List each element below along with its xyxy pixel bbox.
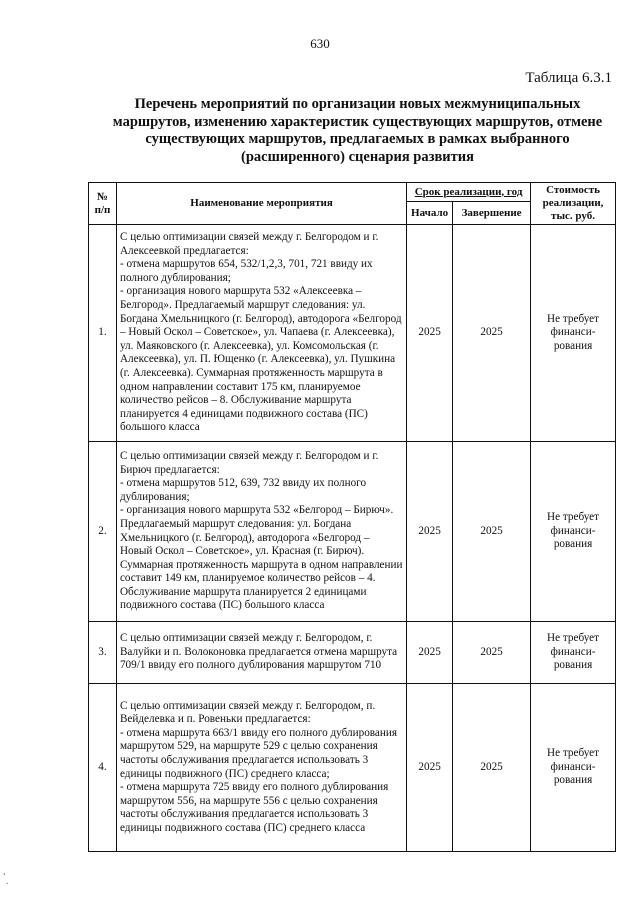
row-num: 2. [89, 442, 117, 622]
row-num: 3. [89, 622, 117, 684]
row-description: С целью оптимизации связей между г. Белгородом, г. Валуйки и п. Волоконовка предлагается отмена маршрута 709/1 ввиду его полного дублирования маршрутом 710 [116, 622, 406, 684]
measures-table [88, 182, 616, 852]
row-start-year: 2025 [407, 684, 453, 852]
header-cost: Стоимость реализации, тыс. руб. [531, 183, 616, 225]
row-cost: Не требует финанси-рования [531, 225, 616, 442]
table-row [89, 225, 616, 442]
document-title: Перечень мероприятий по организации новых межмуниципальных маршрутов, изменению характеристик существующих маршрутов, отмене существующих маршрутов, предлагаемых в рамках выбранного (расширенного) сценария развития [112, 96, 603, 165]
table-label: Таблица 6.3.1 [525, 70, 612, 86]
row-description: С целью оптимизации связей между г. Белгородом и г. Алексеевкой предлагается: - отмена маршрутов 654, 532/1,2,3, 701, 721 ввиду их полного дублирования; - организация нового маршрута 532 «Алексеевка – Белгород». Предлагаемый маршрут следования: ул. Богдана Хмельницкого (г. Белгород), автодорога «Белгород – Новый Оскол – Советское», ул. Чапаева (г. Алексеевка), ул. Маяковского (г. Алексеевка), ул. Комсомольская (г. Алексеевка), ул. П. Ющенко (г. Алексеевка), ул. Пушкина (г. Алексеевка). Суммарная протяженность маршрута в одном направлении составит 175 км, планируемое количество рейсов – 8. Обслуживание маршрута планируется 4 единицами подвижного состава (ПС) большого класса [116, 225, 406, 442]
header-start: Начало [407, 202, 453, 225]
header-num: № п/п [89, 183, 117, 225]
row-description: С целью оптимизации связей между г. Белгородом и г. Бирюч предлагается: - отмена маршрутов 512, 639, 732 ввиду их полного дублирования; - организация нового маршрута 532 «Белгород – Бирюч». Предлагаемый маршрут следования: ул. Богдана Хмельницкого (г. Белгород), автодорога «Белгород – Новый Оскол – Советское», ул. Красная (г. Бирюч). Суммарная протяженность маршрута в одном направлении составит 149 км, планируемое количество рейсов – 4. Обслуживание маршрута планируется 2 единицами подвижного состава (ПС) большого класса [116, 442, 406, 622]
row-start-year: 2025 [407, 622, 453, 684]
row-cost: Не требует финанси-рования [531, 622, 616, 684]
page-number: 630 [310, 36, 330, 51]
row-end-year: 2025 [453, 622, 531, 684]
row-start-year: 2025 [407, 442, 453, 622]
table-row [89, 684, 616, 852]
row-cost: Не требует финанси-рования [531, 684, 616, 852]
scan-mark: , [3, 866, 6, 877]
row-description: С целью оптимизации связей между г. Белгородом, п. Вейделевка и п. Ровеньки предлагается: - отмена маршрута 663/1 ввиду его полного дублирования маршрутом 529, на маршруте 529 с целью сохранения частоты обслуживания предлагается использовать 3 единицы подвижного (ПС) среднего класса; - отмена маршрута 725 ввиду его полного дублирования маршрутом 556, на маршруте 556 с целью сохранения частоты обслуживания предлагается использовать 3 единицы подвижного состава (ПС) среднего класса [116, 684, 406, 852]
table-header-row [89, 183, 616, 202]
header-period: Срок реализации, год [407, 183, 531, 202]
row-end-year: 2025 [453, 225, 531, 442]
row-num: 1. [89, 225, 117, 442]
scan-mark: . [6, 876, 9, 887]
table-row [89, 622, 616, 684]
row-num: 4. [89, 684, 117, 852]
header-name: Наименование мероприятия [116, 183, 406, 225]
row-end-year: 2025 [453, 442, 531, 622]
header-end: Завершение [453, 202, 531, 225]
row-end-year: 2025 [453, 684, 531, 852]
row-cost: Не требует финанси-рования [531, 442, 616, 622]
row-start-year: 2025 [407, 225, 453, 442]
table-row [89, 442, 616, 622]
